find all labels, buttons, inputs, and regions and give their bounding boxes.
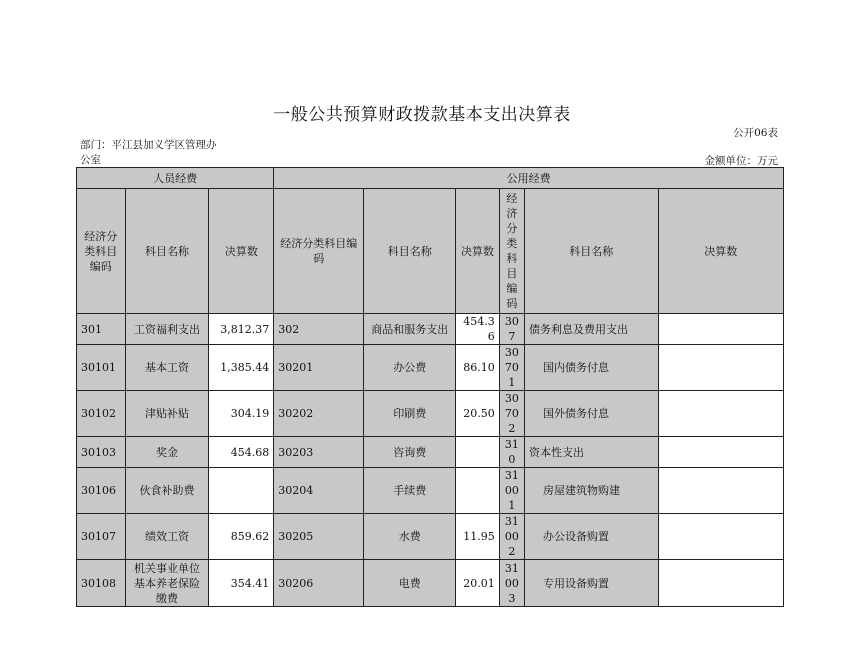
group-public: 公用经费 — [274, 168, 784, 189]
other-name-cell: 债务利息及费用支出 — [525, 314, 658, 345]
personnel-code-cell: 301 — [77, 314, 126, 345]
personnel-amount-cell: 3,812.37 — [209, 314, 274, 345]
personnel-code-cell: 30108 — [77, 560, 126, 607]
personnel-code-cell: 30106 — [77, 468, 126, 514]
header-amount: 决算数 — [209, 189, 274, 314]
other-amount-cell — [658, 391, 784, 437]
other-code-cell: 310 — [499, 437, 524, 468]
other-amount-cell — [658, 314, 784, 345]
table-row — [77, 560, 784, 607]
table-row — [77, 468, 784, 514]
personnel-name-cell: 机关事业单位基本养老保险缴费 — [125, 560, 209, 607]
other-name-cell: 国内债务付息 — [525, 345, 658, 391]
personnel-code-cell: 30101 — [77, 345, 126, 391]
public-name-cell: 电费 — [364, 560, 456, 607]
personnel-code-cell: 30102 — [77, 391, 126, 437]
other-code-cell: 31003 — [499, 560, 524, 607]
header-name-3: 科目名称 — [525, 189, 658, 314]
public-name-cell: 水费 — [364, 514, 456, 560]
group-personnel: 人员经费 — [77, 168, 274, 189]
public-code-cell: 30203 — [274, 437, 364, 468]
unit-label: 金额单位：万元 — [704, 155, 778, 167]
other-amount-cell — [658, 437, 784, 468]
public-name-cell: 印刷费 — [364, 391, 456, 437]
table-number: 公开06表 — [733, 127, 778, 139]
public-amount-cell: 20.50 — [456, 391, 499, 437]
table-row — [77, 314, 784, 345]
public-amount-cell: 20.01 — [456, 560, 499, 607]
table-row — [77, 437, 784, 468]
header-name-2: 科目名称 — [364, 189, 456, 314]
other-name-cell: 专用设备购置 — [525, 560, 658, 607]
other-amount-cell — [658, 560, 784, 607]
header-code-3: 经济分类科目编码 — [499, 189, 524, 314]
header-amount-2: 决算数 — [456, 189, 499, 314]
personnel-name-cell: 基本工资 — [125, 345, 209, 391]
personnel-code-cell: 30107 — [77, 514, 126, 560]
other-code-cell: 31002 — [499, 514, 524, 560]
public-code-cell: 30202 — [274, 391, 364, 437]
personnel-amount-cell: 859.62 — [209, 514, 274, 560]
public-name-cell: 咨询费 — [364, 437, 456, 468]
table-row — [77, 345, 784, 391]
public-name-cell: 手续费 — [364, 468, 456, 514]
personnel-name-cell: 伙食补助费 — [125, 468, 209, 514]
public-code-cell: 30204 — [274, 468, 364, 514]
personnel-code-cell: 30103 — [77, 437, 126, 468]
personnel-amount-cell: 454.68 — [209, 437, 274, 468]
public-code-cell: 30205 — [274, 514, 364, 560]
public-amount-cell: 454.36 — [456, 314, 499, 345]
header-code-2: 经济分类科目编码 — [274, 189, 364, 314]
public-amount-cell: 11.95 — [456, 514, 499, 560]
personnel-amount-cell: 354.41 — [209, 560, 274, 607]
personnel-name-cell: 奖金 — [125, 437, 209, 468]
table-row — [77, 391, 784, 437]
personnel-amount-cell — [209, 468, 274, 514]
public-code-cell: 302 — [274, 314, 364, 345]
other-code-cell: 30702 — [499, 391, 524, 437]
public-amount-cell — [456, 437, 499, 468]
department-label: 部门：平江县加义学区管理办公室 — [80, 139, 217, 166]
personnel-name-cell: 津贴补贴 — [125, 391, 209, 437]
header-code: 经济分类科目编码 — [77, 189, 126, 314]
personnel-amount-cell: 1,385.44 — [209, 345, 274, 391]
other-code-cell: 30701 — [499, 345, 524, 391]
budget-table — [76, 167, 784, 607]
public-code-cell: 30201 — [274, 345, 364, 391]
header-name: 科目名称 — [125, 189, 209, 314]
other-amount-cell — [658, 345, 784, 391]
personnel-amount-cell: 304.19 — [209, 391, 274, 437]
other-name-cell: 办公设备购置 — [525, 514, 658, 560]
other-code-cell: 31001 — [499, 468, 524, 514]
other-code-cell: 307 — [499, 314, 524, 345]
public-amount-cell: 86.10 — [456, 345, 499, 391]
other-name-cell: 资本性支出 — [525, 437, 658, 468]
report-title: 一般公共预算财政拨款基本支出决算表 — [273, 105, 571, 125]
other-amount-cell — [658, 468, 784, 514]
other-name-cell: 房屋建筑物购建 — [525, 468, 658, 514]
public-code-cell: 30206 — [274, 560, 364, 607]
public-name-cell: 办公费 — [364, 345, 456, 391]
table-row — [77, 514, 784, 560]
header-amount-3: 决算数 — [658, 189, 784, 314]
personnel-name-cell: 绩效工资 — [125, 514, 209, 560]
other-amount-cell — [658, 514, 784, 560]
other-name-cell: 国外债务付息 — [525, 391, 658, 437]
public-amount-cell — [456, 468, 499, 514]
personnel-name-cell: 工资福利支出 — [125, 314, 209, 345]
public-name-cell: 商品和服务支出 — [364, 314, 456, 345]
